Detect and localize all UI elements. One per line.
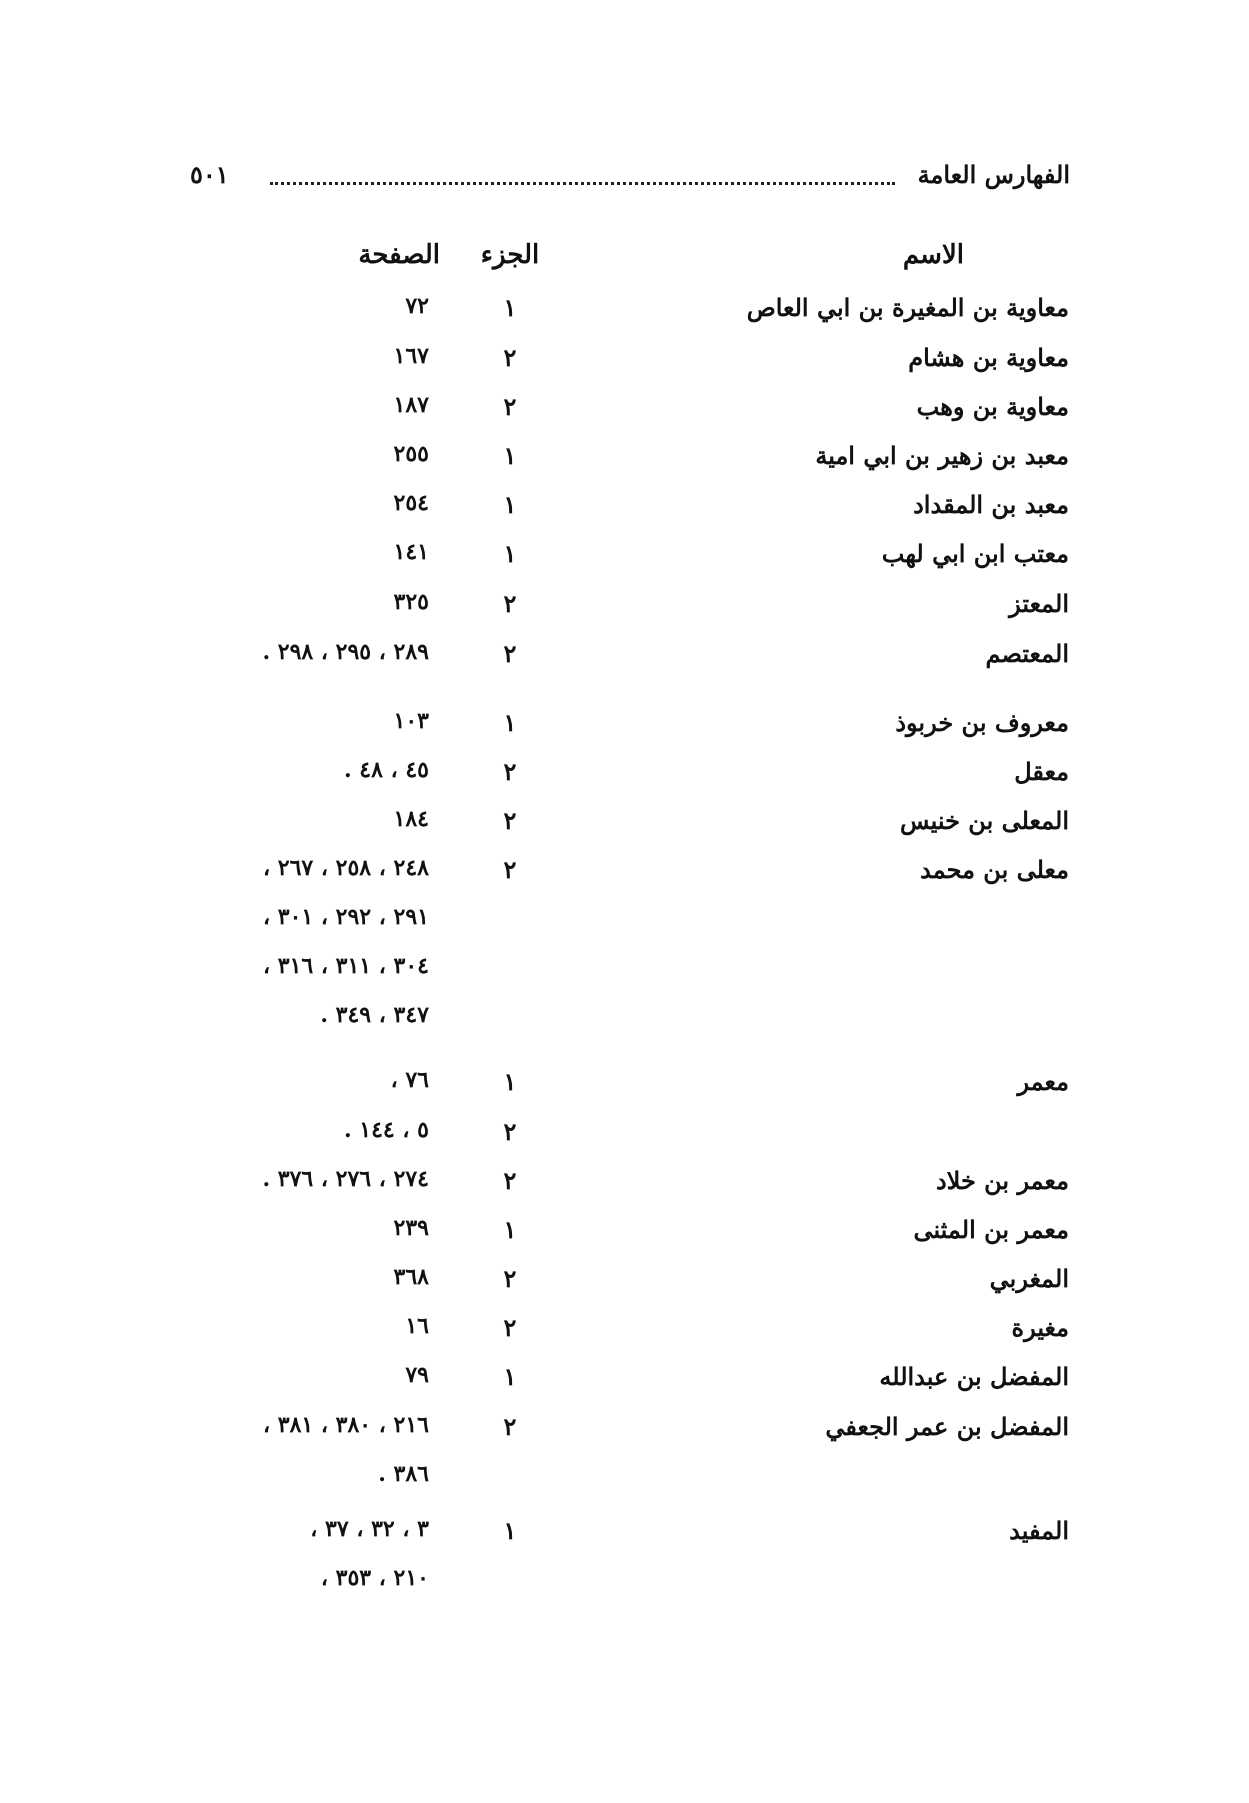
entry-name: المعتصم: [985, 639, 1069, 668]
entry-name: معاوية بن هشام: [908, 343, 1069, 372]
entry-pages: ١٦: [405, 1313, 429, 1339]
index-row: [0, 1117, 1249, 1157]
index-row: [0, 1264, 1249, 1304]
index-row: [0, 904, 1249, 944]
index-row: [0, 1461, 1249, 1501]
entry-volume: ٢: [503, 343, 517, 372]
entry-pages: ٢١٦ ، ٣٨٠ ، ٣٨١ ،: [263, 1412, 429, 1438]
entry-pages: ٢٣٩: [393, 1215, 429, 1241]
entry-volume: ٢: [503, 589, 517, 618]
column-header-name: الاسم: [902, 240, 964, 270]
entry-pages: ٤٥ ، ٤٨ .: [343, 757, 429, 783]
entry-volume: ٢: [503, 1166, 517, 1195]
entry-pages: ٣٦٨: [393, 1264, 429, 1290]
index-row: [0, 1412, 1249, 1452]
entry-pages: ٢٨٩ ، ٢٩٥ ، ٢٩٨ .: [262, 639, 429, 665]
entry-name: معبد بن المقداد: [913, 490, 1069, 519]
index-row: [0, 708, 1249, 748]
entry-pages: ٢٥٥: [393, 441, 429, 467]
entry-volume: ٢: [503, 757, 517, 786]
entry-name: معروف بن خربوذ: [895, 708, 1069, 737]
entry-volume: ٢: [503, 806, 517, 835]
index-row: [0, 806, 1249, 846]
entry-name: المعتز: [1009, 589, 1069, 618]
index-row: [0, 539, 1249, 579]
entry-volume: ٢: [503, 855, 517, 884]
entry-pages: ٢١٠ ، ٣٥٣ ،: [320, 1565, 429, 1591]
entry-name: المعلى بن خنيس: [900, 806, 1069, 835]
entry-name: معتب ابن ابي لهب: [881, 539, 1069, 568]
entry-name: معلى بن محمد: [920, 855, 1069, 884]
entry-pages: ١٨٧: [393, 392, 429, 418]
index-row: [0, 757, 1249, 797]
entry-volume: ١: [503, 539, 517, 568]
entry-name: معبد بن زهير بن ابي امية: [815, 441, 1069, 470]
entry-pages: ٢٩١ ، ٢٩٢ ، ٣٠١ ،: [263, 904, 429, 930]
index-row: [0, 589, 1249, 629]
entry-volume: ٢: [503, 639, 517, 668]
entry-pages: ٢٧٤ ، ٢٧٦ ، ٣٧٦ .: [262, 1166, 429, 1192]
entry-volume: ٢: [503, 1412, 517, 1441]
index-row: [0, 1166, 1249, 1206]
index-row: [0, 490, 1249, 530]
entry-name: المفضل بن عبدالله: [879, 1362, 1069, 1391]
entry-volume: ١: [503, 1215, 517, 1244]
entry-volume: ٢: [503, 1117, 517, 1146]
entry-name: معمر بن المثنى: [913, 1215, 1069, 1244]
entry-volume: ١: [503, 1362, 517, 1391]
header-title: الفهارس العامة: [917, 160, 1070, 189]
running-header: [190, 160, 1070, 200]
entry-pages: ٧٢: [405, 293, 429, 319]
entry-pages: ٣٨٦ .: [378, 1461, 429, 1487]
entry-volume: ٢: [503, 392, 517, 421]
entry-name: معاوية بن المغيرة بن ابي العاص: [746, 293, 1069, 322]
index-row: [0, 1215, 1249, 1255]
entry-pages: ٢٤٨ ، ٢٥٨ ، ٢٦٧ ،: [263, 855, 429, 881]
entry-volume: ٢: [503, 1313, 517, 1342]
page-number: ٥٠١: [190, 160, 229, 189]
entry-pages: ٣ ، ٣٢ ، ٣٧ ،: [310, 1516, 429, 1542]
index-row: [0, 1362, 1249, 1402]
index-row: [0, 639, 1249, 679]
entry-name: معمر: [1017, 1067, 1069, 1096]
column-header-volume: الجزء: [480, 240, 540, 270]
entry-pages: ٧٩: [405, 1362, 429, 1388]
index-row: [0, 1067, 1249, 1107]
entry-volume: ١: [503, 708, 517, 737]
entry-name: المغربي: [989, 1264, 1069, 1293]
entry-name: مغيرة: [1011, 1313, 1069, 1342]
entry-pages: ١٠٣: [393, 708, 429, 734]
entry-pages: ٣٠٤ ، ٣١١ ، ٣١٦ ،: [263, 953, 429, 979]
entry-name: المفيد: [1009, 1516, 1069, 1545]
entry-volume: ١: [503, 490, 517, 519]
entry-pages: ٣٢٥: [393, 589, 429, 615]
index-row: [0, 1313, 1249, 1353]
entry-name: معقل: [1014, 757, 1069, 786]
index-row: [0, 343, 1249, 383]
entry-name: المفضل بن عمر الجعفي: [825, 1412, 1069, 1441]
entry-pages: ١٦٧: [393, 343, 429, 369]
entry-volume: ١: [503, 1516, 517, 1545]
entry-volume: ١: [503, 441, 517, 470]
index-row: [0, 441, 1249, 481]
index-row: [0, 855, 1249, 895]
entry-pages: ١٨٤: [393, 806, 429, 832]
dotted-leader: [270, 182, 895, 185]
entry-volume: ٢: [503, 1264, 517, 1293]
entry-pages: ٧٦ ،: [390, 1067, 429, 1093]
column-header-page: الصفحة: [358, 240, 440, 270]
index-row: [0, 392, 1249, 432]
entry-pages: ٣٤٧ ، ٣٤٩ .: [320, 1002, 429, 1028]
entry-pages: ١٤١: [393, 539, 429, 565]
entry-volume: ١: [503, 1067, 517, 1096]
index-row: [0, 293, 1249, 333]
entry-pages: ٢٥٤: [393, 490, 429, 516]
entry-volume: ١: [503, 293, 517, 322]
entry-pages: ٥ ، ١٤٤ .: [343, 1117, 429, 1143]
entry-name: معمر بن خلاد: [935, 1166, 1069, 1195]
index-row: [0, 1516, 1249, 1556]
index-row: [0, 953, 1249, 993]
index-row: [0, 1002, 1249, 1042]
entry-name: معاوية بن وهب: [916, 392, 1069, 421]
index-row: [0, 1565, 1249, 1605]
